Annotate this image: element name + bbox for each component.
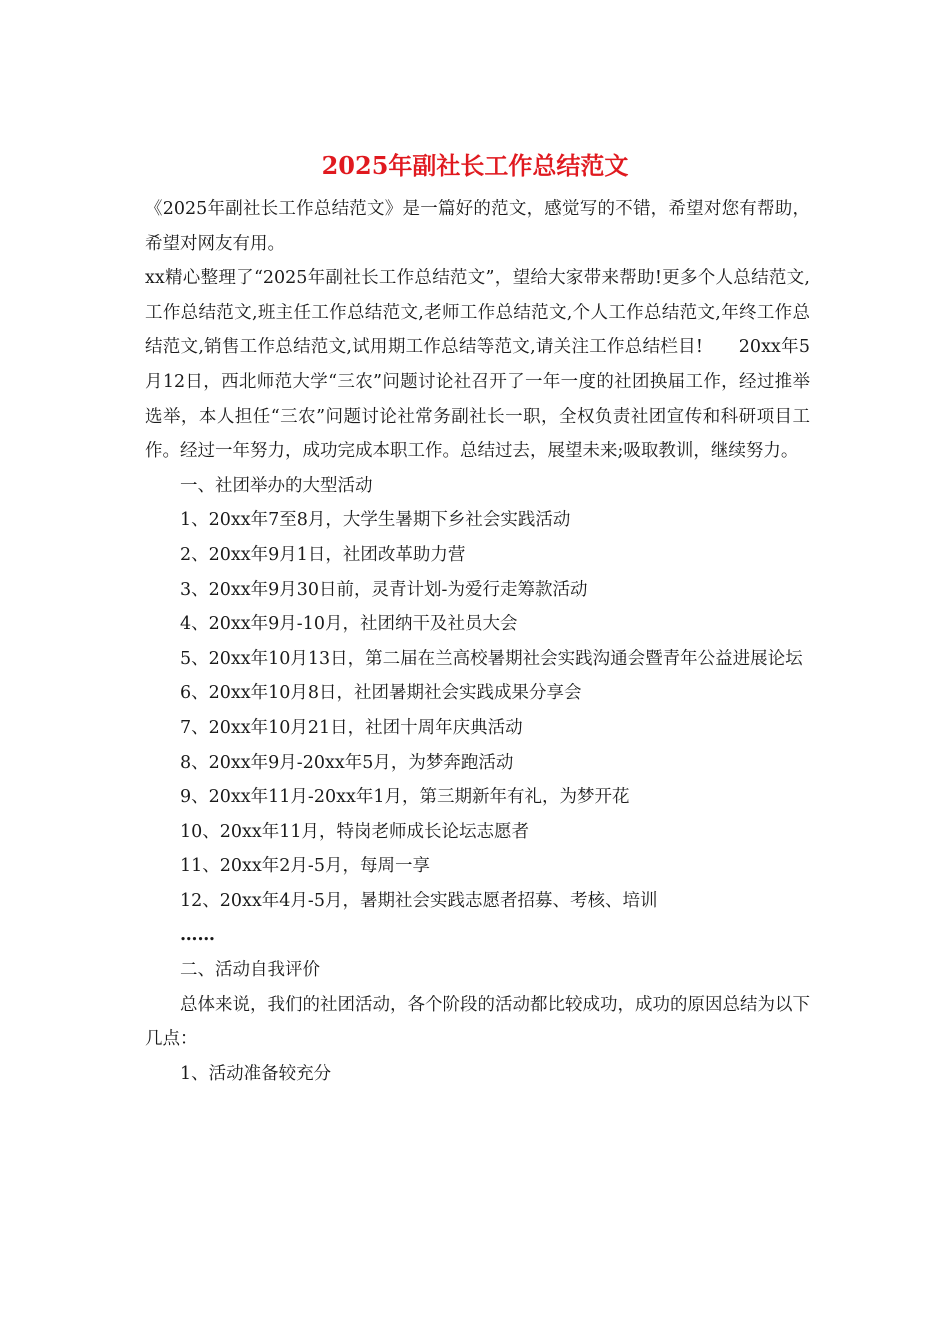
- list-item: 1、20xx年7至8月，大学生暑期下乡社会实践活动: [180, 510, 571, 531]
- list-item: 7、20xx年10月21日，社团十周年庆典活动: [180, 717, 523, 738]
- intro-paragraph: 《2025年副社长工作总结范文》是一篇好的范文，感觉写的不错，希望对您有帮助，希望对网友有用。: [145, 199, 810, 254]
- list-item: 9、20xx年11月-20xx年1月，第三期新年有礼，为梦开花: [180, 787, 630, 808]
- list-ellipsis: ……: [180, 925, 215, 946]
- list-item: 6、20xx年10月8日，社团暑期社会实践成果分享会: [180, 683, 582, 704]
- list-item: 4、20xx年9月-10月，社团纳干及社员大会: [180, 614, 518, 635]
- document-body: [145, 192, 810, 1091]
- list-item: 5、20xx年10月13日，第二届在兰高校暑期社会实践沟通会暨青年公益进展论坛: [180, 648, 803, 669]
- body-paragraph: 总体来说，我们的社团活动，各个阶段的活动都比较成功，成功的原因总结为以下几点：: [145, 994, 810, 1050]
- list-item: 3、20xx年9月30日前，灵青计划-为爱行走筹款活动: [180, 579, 588, 600]
- list-item: 11、20xx年2月-5月，每周一享: [180, 856, 430, 877]
- body-paragraph: xx精心整理了“2025年副社长工作总结范文”，望给大家带来帮助!更多个人总结范文,工作总结范文,班主任工作总结范文,老师工作总结范文,个人工作总结范文,年终工作总结范文,销售工作总结范文,试用期工作总结等范文,请关注工作总结栏目! 20xx年5月12日，西北师范大学“三农”问题讨论社召开了一年一度的社团换届工作，经过推举选举，本人担任“三农”问题讨论社常务副社长一职，全权负责社团宣传和科研项目工作。经过一年努力，成功完成本职工作。总结过去，展望未来;吸取教训，继续努力。: [145, 268, 810, 462]
- list-item: 8、20xx年9月-20xx年5月，为梦奔跑活动: [180, 752, 514, 773]
- list-item: 10、20xx年11月，特岗老师成长论坛志愿者: [180, 821, 530, 842]
- section-heading-activities: 一、社团举办的大型活动: [180, 475, 373, 496]
- list-item: 2、20xx年9月1日，社团改革助力营: [180, 544, 466, 565]
- list-item: 1、活动准备较充分: [180, 1063, 332, 1084]
- document-title: 2025年副社长工作总结范文: [321, 151, 629, 180]
- list-item: 12、20xx年4月-5月，暑期社会实践志愿者招募、考核、培训: [180, 890, 658, 911]
- section-heading-self-evaluation: 二、活动自我评价: [180, 960, 320, 981]
